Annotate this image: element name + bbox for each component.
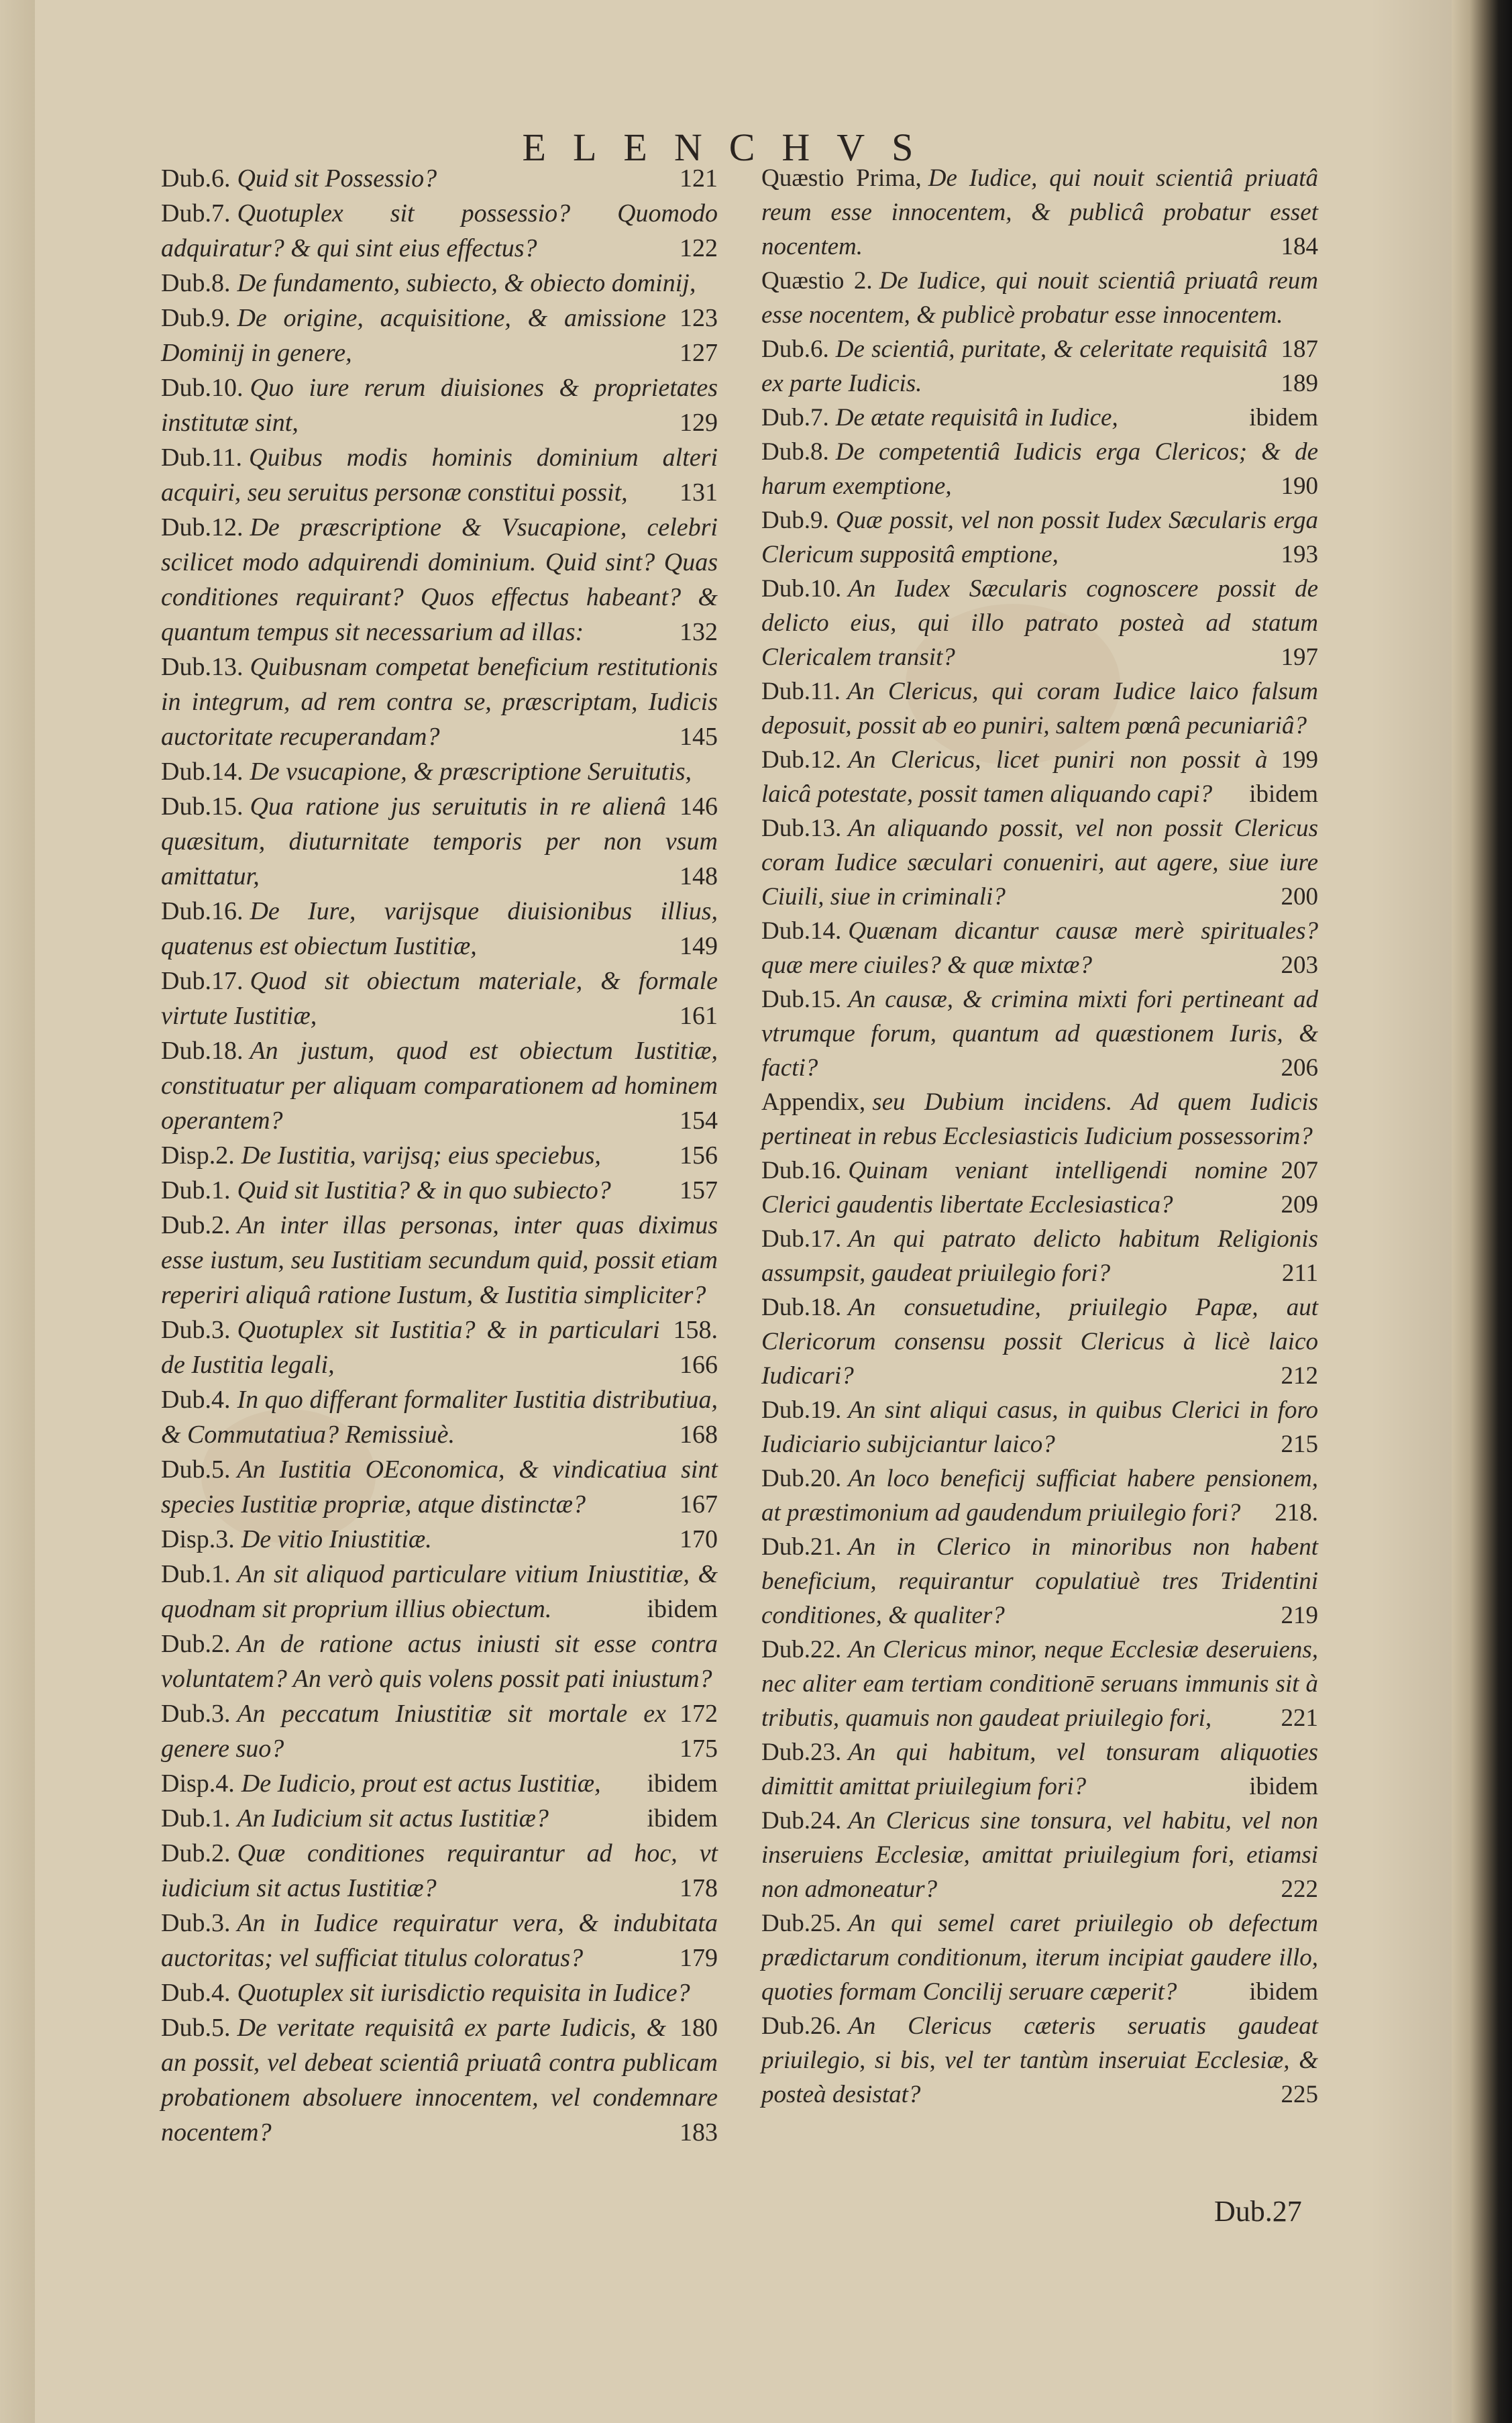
entry-label: Dub.4. bbox=[161, 1386, 231, 1414]
toc-entry bbox=[161, 650, 718, 754]
entry-label: Dub.21. bbox=[761, 1533, 842, 1561]
entry-text: Quotuplex sit iurisdictio requisita in Iudice? bbox=[237, 1979, 690, 2007]
page-number: 170 bbox=[680, 1525, 718, 1553]
toc-entry bbox=[161, 1801, 718, 1836]
entry-text: Quod sit obiectum materiale, & formale virtute Iustitiæ, bbox=[161, 967, 718, 1030]
page-number: 131 bbox=[680, 478, 718, 507]
page-number: ibidem bbox=[647, 1769, 718, 1798]
entry-text: An qui habitum, vel tonsuram aliquoties dimittit amittat priuilegium fori? bbox=[761, 1739, 1318, 1800]
entry-label: Dub.3. bbox=[161, 1909, 231, 1937]
toc-entry bbox=[161, 1836, 718, 1906]
page-number: 154 bbox=[680, 1106, 718, 1135]
page-fold-shadow bbox=[1371, 0, 1452, 2423]
toc-entry bbox=[761, 982, 1318, 1085]
page-number: 121 bbox=[680, 164, 718, 193]
toc-entry bbox=[161, 370, 718, 440]
toc-entry bbox=[161, 1312, 718, 1382]
entry-label: Dub.15. bbox=[161, 792, 244, 821]
entry-text: De Iudice, qui nouit scientiâ priuatâ reum esse nocentem, & publicè probatur esse innocentem. bbox=[761, 267, 1319, 329]
toc-entry bbox=[161, 894, 718, 964]
page-number: 158. bbox=[673, 1316, 718, 1344]
entry-text: De ætate requisitâ in Iudice, bbox=[835, 404, 1118, 431]
page-number: 215 bbox=[1281, 1431, 1318, 1458]
toc-entry bbox=[761, 2009, 1318, 2112]
entry-text: An sit aliquod particulare vitium Iniustitiæ, & quodnam sit proprium illius obiectum. bbox=[161, 1560, 718, 1623]
page-number: 225 bbox=[1281, 2081, 1318, 2108]
page-number: 184 bbox=[1281, 233, 1318, 260]
toc-entry bbox=[161, 1033, 718, 1138]
entry-text: De veritate requisitâ ex parte Iudicis, & an possit, vel debeat scientiâ priuatâ contra publicam probationem absoluere innocentem, vel condemnare nocentem? bbox=[161, 2014, 718, 2147]
entry-text: De præscriptione & Vsucapione, celebri scilicet modo adquirendi dominium. Quid sint? Quas conditiones requirant? Quos effectus habeant? & quantum tempus sit necessarium ad illas: bbox=[161, 513, 718, 646]
entry-label: Dub.11. bbox=[761, 678, 841, 705]
entry-text: Quibusnam competat beneficium restitutionis in integrum, ad rem contra se, præscriptam, Iudicis auctoritate recuperandam? bbox=[161, 653, 718, 751]
entry-label: Dub.16. bbox=[161, 897, 244, 925]
entry-label: Disp.4. bbox=[161, 1769, 235, 1798]
entry-label: Dub.20. bbox=[761, 1465, 842, 1492]
entry-text: De scientiâ, puritate, & celeritate requisitâ ex parte Iudicis. bbox=[761, 336, 1268, 397]
entry-text: An inter illas personas, inter quas diximus esse iustum, seu Iustitiam secundum quid, possit etiam reperiri aliquâ ratione Iustum, & Iustitia simpliciter? bbox=[161, 1211, 718, 1309]
toc-entry bbox=[761, 1633, 1318, 1735]
page-number: 221 bbox=[1281, 1704, 1318, 1732]
toc-entry bbox=[161, 161, 718, 196]
entry-label: Dub.9. bbox=[161, 304, 231, 332]
page-number: 175 bbox=[680, 1735, 718, 1763]
toc-entry bbox=[161, 301, 718, 370]
entry-text: An de ratione actus iniusti sit esse contra voluntatem? An verò quis volens possit pati iniustum? bbox=[161, 1630, 718, 1693]
entry-label: Dub.1. bbox=[161, 1560, 231, 1588]
page-number: 193 bbox=[1281, 541, 1318, 568]
page-number: 167 bbox=[680, 1490, 718, 1518]
entry-text: Quotuplex sit possessio? Quomodo adquiratur? & qui sint eius effectus? bbox=[161, 199, 718, 262]
entry-label: Dub.8. bbox=[161, 269, 231, 297]
entry-text: An Clericus sine tonsura, vel habitu, vel non inseruiens Ecclesiæ, amittat priuilegium fori, etiamsi non admoneatur? bbox=[761, 1807, 1318, 1903]
entry-label: Dub.1. bbox=[161, 1804, 231, 1833]
entry-label: Quæstio 2. bbox=[761, 267, 873, 295]
entry-label: Dub.3. bbox=[161, 1700, 231, 1728]
entry-text: De fundamento, subiecto, & obiecto dominij, bbox=[237, 269, 696, 297]
entry-label: Dub.14. bbox=[161, 758, 244, 786]
page-number: ibidem bbox=[1249, 780, 1318, 808]
entry-text: Quid sit Iustitia? & in quo subiecto? bbox=[237, 1176, 611, 1204]
entry-label: Dub.4. bbox=[161, 1979, 231, 2007]
page-number: 200 bbox=[1281, 883, 1318, 911]
page-number: 166 bbox=[680, 1351, 718, 1379]
toc-entry bbox=[761, 743, 1318, 811]
toc-entry bbox=[761, 1461, 1318, 1530]
entry-text: Quibus modis hominis dominium alteri acquiri, seu seruitus personæ constitui possit, bbox=[161, 444, 718, 507]
page-number: 187 bbox=[1281, 336, 1318, 363]
toc-entry bbox=[161, 1138, 718, 1173]
page-number: 183 bbox=[680, 2118, 718, 2147]
entry-label: Dub.17. bbox=[761, 1225, 842, 1253]
page-number: 172 bbox=[680, 1700, 718, 1728]
page-number: 148 bbox=[680, 862, 718, 890]
entry-label: Dub.26. bbox=[761, 2012, 842, 2040]
entry-text: De Iudice, qui nouit scientiâ priuatâ reum esse innocentem, & publicâ probatur esset nocentem. bbox=[761, 164, 1318, 260]
entry-label: Dub.2. bbox=[161, 1630, 231, 1658]
page-number: 209 bbox=[1281, 1191, 1318, 1219]
entry-text: De Iudicio, prout est actus Iustitiæ, bbox=[241, 1769, 601, 1798]
page-number: 199 bbox=[1281, 746, 1318, 774]
toc-entry bbox=[161, 2010, 718, 2150]
entry-label: Dub.12. bbox=[761, 746, 842, 774]
entry-label: Dub.6. bbox=[161, 164, 231, 193]
toc-entry bbox=[161, 510, 718, 650]
entry-text: Quo iure rerum diuisiones & proprietates institutæ sint, bbox=[161, 374, 718, 437]
running-head: ELENCHVS bbox=[522, 125, 940, 169]
entry-text: In quo differant formaliter Iustitia distributiua, & Commutatiua? Remissiuè. bbox=[161, 1386, 718, 1449]
toc-entry bbox=[161, 1382, 718, 1452]
toc-entry bbox=[161, 196, 718, 266]
entry-label: Dub.17. bbox=[161, 967, 244, 995]
catchword: Dub.27 bbox=[1214, 2195, 1302, 2228]
toc-entry bbox=[761, 1290, 1318, 1393]
toc-entry bbox=[161, 1557, 718, 1627]
entry-label: Dub.13. bbox=[761, 815, 842, 842]
entry-label: Dub.15. bbox=[761, 986, 842, 1013]
page-number: 129 bbox=[680, 409, 718, 437]
page-number: ibidem bbox=[1249, 1773, 1318, 1800]
entry-label: Dub.1. bbox=[161, 1176, 231, 1204]
toc-entry bbox=[761, 1393, 1318, 1461]
entry-text: Quæ possit, vel non possit Iudex Sæcularis erga Clericum suppositâ emptione, bbox=[761, 507, 1318, 568]
entry-label: Quæstio Prima, bbox=[761, 164, 922, 192]
entry-label: Dub.10. bbox=[161, 374, 244, 402]
entry-text: An consuetudine, priuilegio Papæ, aut Clericorum consensu possit Clericus à licè laico Iudicari? bbox=[761, 1294, 1318, 1390]
toc-entry bbox=[761, 435, 1318, 503]
toc-entry bbox=[761, 332, 1318, 401]
entry-text: De Iustitia, varijsq; eius speciebus, bbox=[241, 1141, 601, 1170]
entry-label: Dub.18. bbox=[761, 1294, 842, 1321]
entry-text: An Iudicium sit actus Iustitiæ? bbox=[237, 1804, 549, 1833]
page-number: 190 bbox=[1281, 472, 1318, 500]
page-number: ibidem bbox=[647, 1804, 718, 1833]
entry-text: An Clericus, licet puniri non possit à laicâ potestate, possit tamen aliquando capi? bbox=[761, 746, 1268, 808]
page-number: 197 bbox=[1281, 643, 1318, 671]
entry-text: Quotuplex sit Iustitia? & in particulari de Iustitia legali, bbox=[161, 1316, 660, 1379]
entry-text: An qui patrato delicto habitum Religionis assumpsit, gaudeat priuilegio fori? bbox=[761, 1225, 1318, 1287]
entry-label: Dub.19. bbox=[761, 1396, 842, 1424]
toc-entry bbox=[761, 401, 1318, 435]
entry-label: Dub.9. bbox=[761, 507, 829, 534]
entry-label: Dub.3. bbox=[161, 1316, 231, 1344]
page-number: 132 bbox=[680, 618, 718, 646]
page-number: 211 bbox=[1281, 1259, 1318, 1287]
entry-text: De vsucapione, & præscriptione Seruitutis, bbox=[250, 758, 692, 786]
entry-label: Dub.7. bbox=[161, 199, 231, 227]
entry-label: Dub.22. bbox=[761, 1636, 842, 1663]
entry-label: Appendix, bbox=[761, 1088, 866, 1116]
toc-entry bbox=[761, 161, 1318, 264]
entry-label: Dub.18. bbox=[161, 1037, 244, 1065]
entry-text: Qua ratione jus seruitutis in re alienâ quæsitum, diuturnitate temporis per non vsum amittatur, bbox=[161, 792, 718, 890]
page-number: ibidem bbox=[1249, 404, 1318, 431]
toc-entry bbox=[761, 503, 1318, 572]
entry-text: An in Iudice requiratur vera, & indubitata auctoritas; vel sufficiat titulus coloratus? bbox=[161, 1909, 718, 1972]
entry-label: Dub.12. bbox=[161, 513, 244, 542]
page-number: 161 bbox=[680, 1002, 718, 1030]
entry-text: Quinam veniant intelligendi nomine Clerici gaudentis libertate Ecclesiastica? bbox=[761, 1157, 1268, 1219]
page-number: 203 bbox=[1281, 951, 1318, 979]
page-number: ibidem bbox=[647, 1595, 718, 1623]
entry-label: Disp.2. bbox=[161, 1141, 235, 1170]
entry-text: An Iustitia OEconomica, & vindicatiua sint species Iustitiæ propriæ, atque distinctæ? bbox=[161, 1455, 718, 1518]
toc-entry bbox=[161, 1766, 718, 1801]
toc-entry bbox=[761, 1222, 1318, 1290]
entry-label: Dub.5. bbox=[161, 1455, 231, 1484]
entry-text: An Clericus minor, neque Ecclesiæ deseruiens, nec aliter eam tertiam conditionē seruans immunis sit à tributis, quamuis non gaudeat priuilegio fori, bbox=[761, 1636, 1318, 1732]
entry-text: An Clericus cæteris seruatis gaudeat priuilegio, si bis, vel ter tantùm inseruiat Ecclesiæ, & posteà desistat? bbox=[761, 2012, 1318, 2108]
page-number: 168 bbox=[680, 1421, 718, 1449]
page-number: 146 bbox=[680, 792, 718, 821]
toc-entry bbox=[761, 572, 1318, 674]
toc-entry bbox=[161, 1452, 718, 1522]
page-number: ibidem bbox=[1249, 1978, 1318, 2006]
entry-label: Dub.16. bbox=[761, 1157, 842, 1184]
page-number: 123 bbox=[680, 304, 718, 332]
page-number: 180 bbox=[680, 2014, 718, 2042]
toc-entry bbox=[761, 1153, 1318, 1222]
page-number: 127 bbox=[680, 339, 718, 367]
entry-text: An Clericus, qui coram Iudice laico falsum deposuit, possit ab eo puniri, saltem pœnâ pecuniariâ? bbox=[761, 678, 1318, 739]
toc-entry bbox=[761, 1906, 1318, 2009]
entry-text: An sint aliqui casus, in quibus Clerici in foro Iudiciario subijciantur laico? bbox=[761, 1396, 1318, 1458]
page-left-margin bbox=[0, 0, 35, 2423]
toc-entry bbox=[761, 811, 1318, 914]
toc-entry bbox=[161, 789, 718, 894]
toc-entry bbox=[161, 1696, 718, 1766]
entry-text: De competentiâ Iudicis erga Clericos; & de harum exemptione, bbox=[761, 438, 1318, 500]
entry-text: An loco beneficij sufficiat habere pensionem, at præstimonium ad gaudendum priuilegio fori? bbox=[761, 1465, 1318, 1527]
entry-text: De Iure, varijsque diuisionibus illius, quatenus est obiectum Iustitiæ, bbox=[161, 897, 718, 960]
page-number: 219 bbox=[1281, 1602, 1318, 1629]
page-number: 149 bbox=[680, 932, 718, 960]
page-number: 145 bbox=[680, 723, 718, 751]
entry-label: Dub.5. bbox=[161, 2014, 231, 2042]
toc-entry bbox=[161, 1522, 718, 1557]
entry-text: Quid sit Possessio? bbox=[237, 164, 437, 193]
entry-text: seu Dubium incidens. Ad quem Iudicis pertineat in rebus Ecclesiasticis Iudicium possessorim? bbox=[761, 1088, 1318, 1150]
toc-entry bbox=[161, 440, 718, 510]
entry-label: Dub.2. bbox=[161, 1839, 231, 1867]
entry-label: Dub.10. bbox=[761, 575, 842, 603]
entry-label: Dub.6. bbox=[761, 336, 829, 363]
page-number: 218. bbox=[1275, 1499, 1318, 1527]
toc-entry bbox=[761, 1530, 1318, 1633]
page-number: 179 bbox=[680, 1944, 718, 1972]
page-number: 206 bbox=[1281, 1054, 1318, 1082]
entry-label: Dub.7. bbox=[761, 404, 829, 431]
page-number: 212 bbox=[1281, 1362, 1318, 1390]
entry-text: Quæ conditiones requirantur ad hoc, vt iudicium sit actus Iustitiæ? bbox=[161, 1839, 718, 1902]
page-number: 122 bbox=[680, 234, 718, 262]
entry-text: An causæ, & crimina mixti fori pertineant ad vtrumque forum, quantum ad quæstionem Iuris, & facti? bbox=[761, 986, 1318, 1082]
toc-entry bbox=[161, 1173, 718, 1208]
entry-label: Dub.11. bbox=[161, 444, 243, 472]
entry-label: Dub.8. bbox=[761, 438, 829, 466]
page-number: 156 bbox=[680, 1141, 718, 1170]
page-number: 157 bbox=[680, 1176, 718, 1204]
toc-entry bbox=[761, 1804, 1318, 1906]
entry-label: Disp.3. bbox=[161, 1525, 235, 1553]
entry-text: An in Clerico in minoribus non habent beneficium, requirantur copulatiuè tres Tridentini conditiones, & qualiter? bbox=[761, 1533, 1318, 1629]
page-number: 222 bbox=[1281, 1875, 1318, 1903]
page-number: 178 bbox=[680, 1874, 718, 1902]
entry-text: Quænam dicantur causæ merè spirituales? quæ mere ciuiles? & quæ mixtæ? bbox=[761, 917, 1318, 979]
toc-entry bbox=[161, 964, 718, 1033]
toc-entry bbox=[761, 1735, 1318, 1804]
entry-label: Dub.23. bbox=[761, 1739, 842, 1766]
entry-label: Dub.13. bbox=[161, 653, 244, 681]
entry-text: An justum, quod est obiectum Iustitiæ, constituatur per aliquam comparationem ad hominem operantem? bbox=[161, 1037, 718, 1135]
entry-text: De vitio Iniustitiæ. bbox=[241, 1525, 432, 1553]
entry-text: An Iudex Sæcularis cognoscere possit de delicto eius, qui illo patrato posteà ad statum Clericalem transit? bbox=[761, 575, 1318, 671]
entry-text: An peccatum Iniustitiæ sit mortale ex genere suo? bbox=[161, 1700, 666, 1763]
entry-text: An qui semel caret priuilegio ob defectum prædictarum conditionum, iterum incipiat gaudere illo, quoties formam Concilij seruare cæperit? bbox=[761, 1910, 1318, 2006]
page-right-edge bbox=[1452, 0, 1512, 2423]
entry-text: An aliquando possit, vel non possit Clericus coram Iudice sæculari conueniri, aut agere, siue iure Ciuili, siue in criminali? bbox=[761, 815, 1318, 911]
entry-label: Dub.14. bbox=[761, 917, 842, 945]
right-column bbox=[761, 161, 1318, 2112]
entry-label: Dub.25. bbox=[761, 1910, 842, 1937]
toc-entry bbox=[161, 1906, 718, 1975]
entry-label: Dub.24. bbox=[761, 1807, 842, 1835]
left-column bbox=[161, 161, 718, 2150]
entry-text: De origine, acquisitione, & amissione Dominij in genere, bbox=[161, 304, 666, 367]
page-number: 189 bbox=[1281, 370, 1318, 397]
entry-label: Dub.2. bbox=[161, 1211, 231, 1239]
page-number: 207 bbox=[1281, 1157, 1318, 1184]
toc-entry bbox=[761, 914, 1318, 982]
